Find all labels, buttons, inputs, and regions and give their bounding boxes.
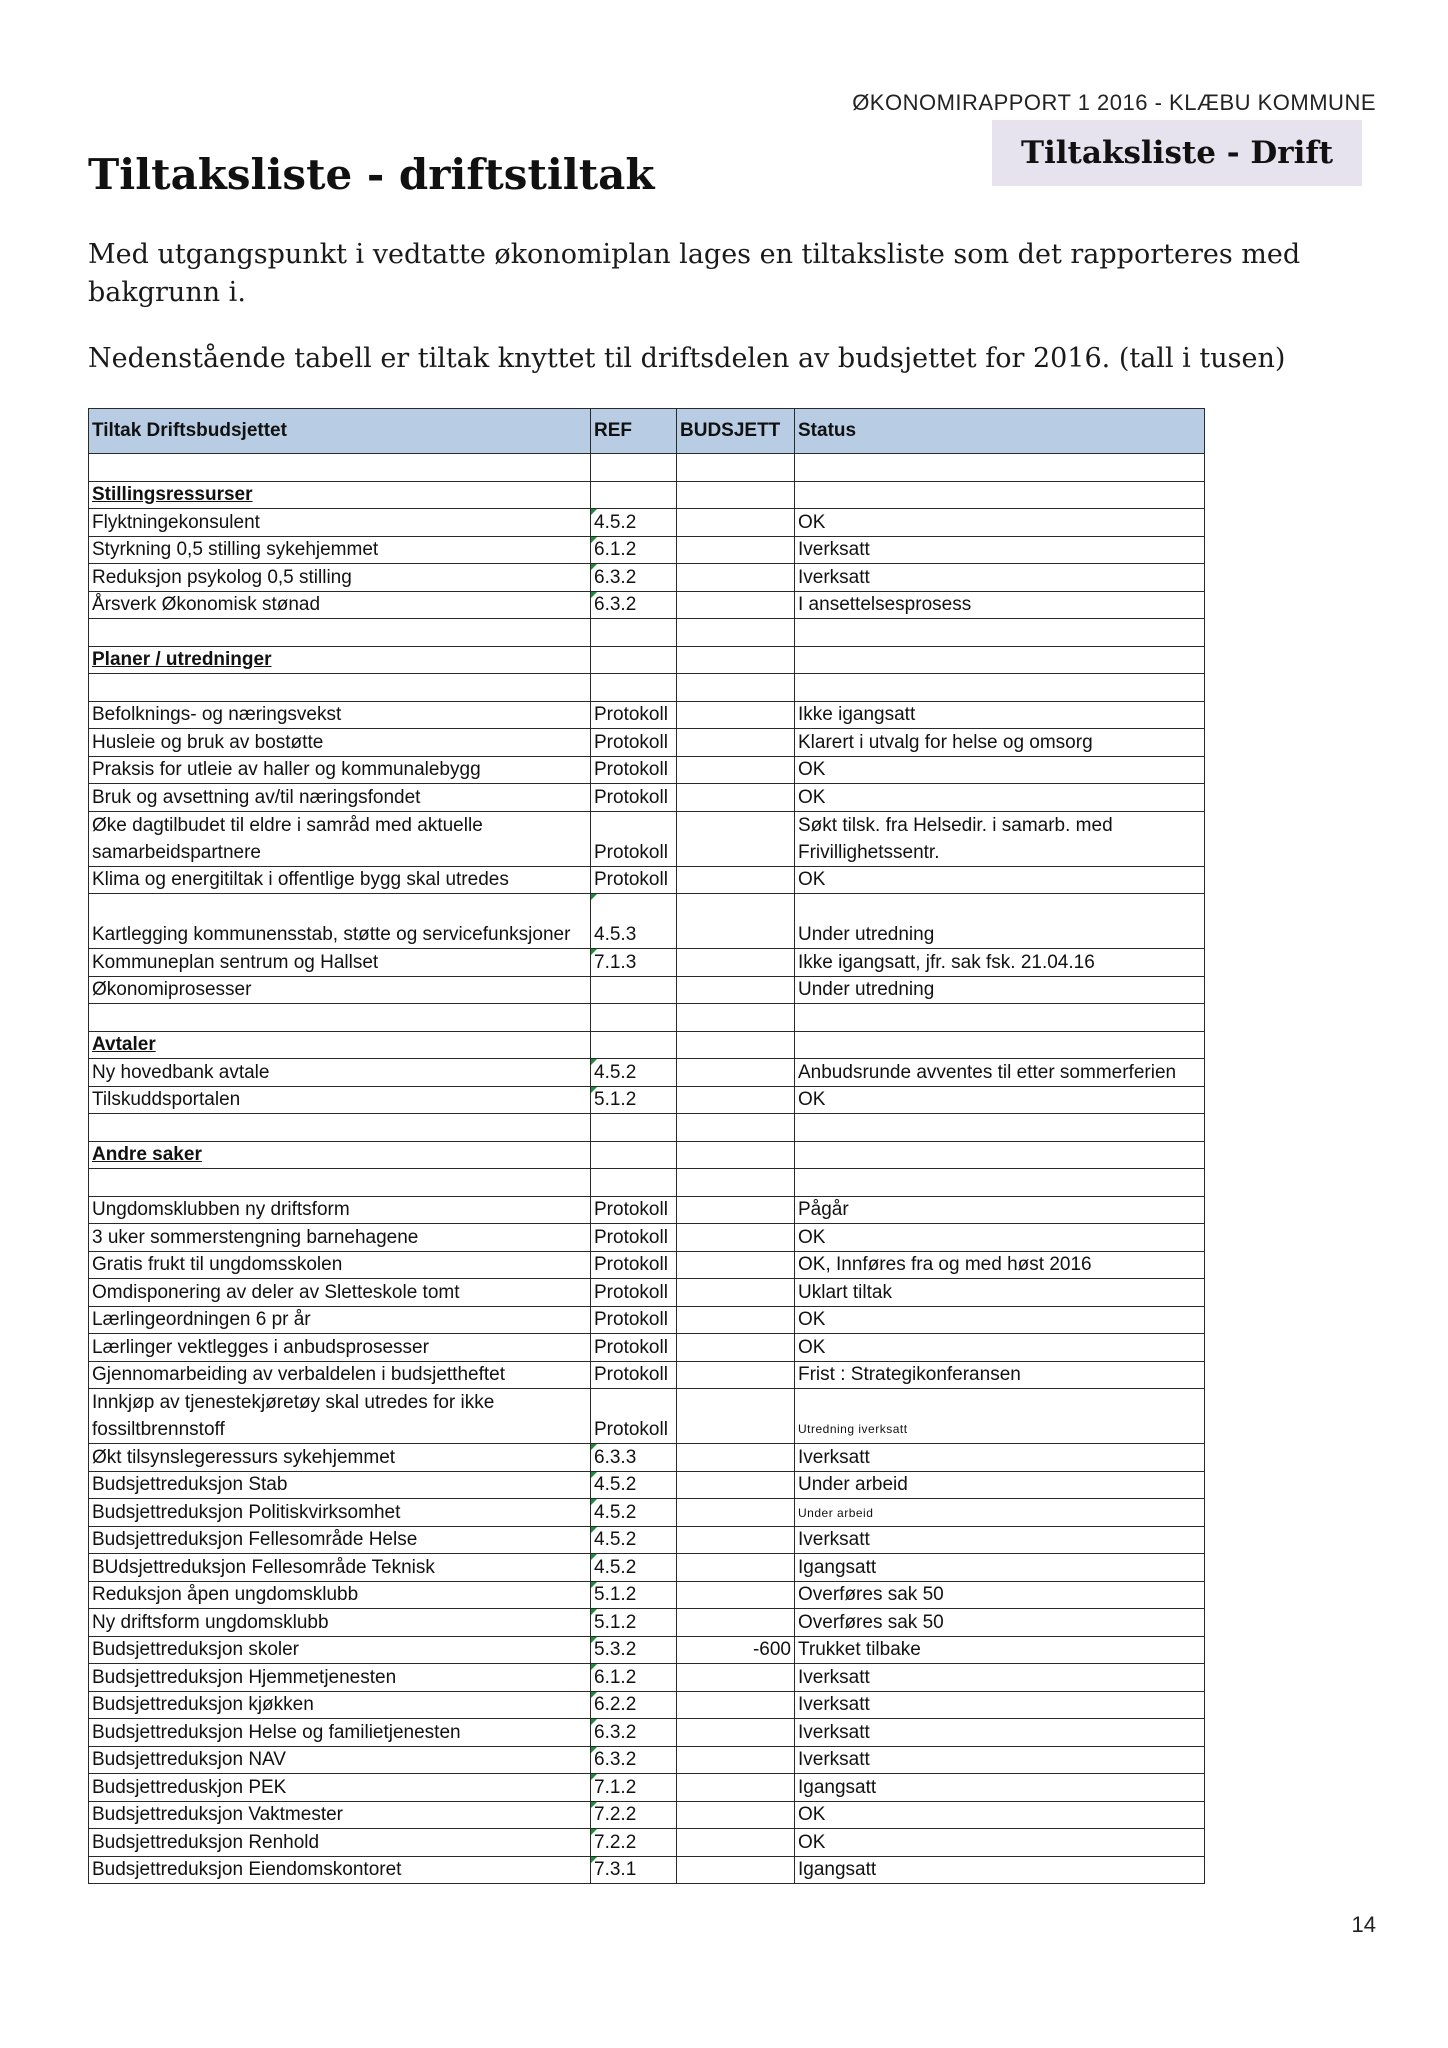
cell-tiltak: Ny driftsform ungdomsklubb [89, 1609, 591, 1637]
table-row [89, 1471, 1205, 1499]
cell-ref: Protokoll [591, 756, 677, 784]
table-row [89, 894, 1205, 949]
cell-tiltak: Omdisponering av deler av Sletteskole tomt [89, 1279, 591, 1307]
measures-table-container [88, 408, 1205, 1884]
cell-ref [591, 976, 677, 1004]
cell-ref: 4.5.2 [591, 1471, 677, 1499]
table-row [89, 1774, 1205, 1802]
page-title: Tiltaksliste - driftstiltak [88, 150, 655, 199]
cell-budsjett [677, 591, 795, 619]
cell-ref: 6.3.3 [591, 1444, 677, 1472]
table-row [89, 1664, 1205, 1692]
table-row [89, 1251, 1205, 1279]
cell-tiltak: Tilskuddsportalen [89, 1086, 591, 1114]
cell-tiltak: Budsjettreduskjon PEK [89, 1774, 591, 1802]
cell-status: Under utredning [795, 894, 1205, 949]
cell-tiltak: Budsjettreduksjon NAV [89, 1746, 591, 1774]
cell-ref: 5.1.2 [591, 1086, 677, 1114]
cell-budsjett [677, 729, 795, 757]
cell-budsjett [677, 1361, 795, 1389]
intro-paragraph: Nedenstående tabell er tiltak knyttet til driftsdelen av budsjettet for 2016. (tall i tusen) [88, 343, 1286, 374]
cell-ref: 4.5.2 [591, 1526, 677, 1554]
cell-ref [591, 674, 677, 702]
table-row [89, 949, 1205, 977]
table-row [89, 1086, 1205, 1114]
cell-tiltak: 3 uker sommerstengning barnehagene [89, 1224, 591, 1252]
table-row [89, 564, 1205, 592]
table-row [89, 1554, 1205, 1582]
cell-status: Iverksatt [795, 536, 1205, 564]
table-row [89, 1361, 1205, 1389]
cell-tiltak: Økt tilsynslegeressurs sykehjemmet [89, 1444, 591, 1472]
table-row [89, 1279, 1205, 1307]
cell-budsjett [677, 1774, 795, 1802]
cell-budsjett [677, 1856, 795, 1884]
cell-ref: Protokoll [591, 866, 677, 894]
cell-budsjett [677, 1114, 795, 1142]
cell-status: Iverksatt [795, 1719, 1205, 1747]
cell-ref: 7.1.2 [591, 1774, 677, 1802]
cell-status: Iverksatt [795, 564, 1205, 592]
table-row [89, 1306, 1205, 1334]
cell-status: OK [795, 1086, 1205, 1114]
cell-ref: 6.1.2 [591, 536, 677, 564]
cell-status: Anbudsrunde avventes til etter sommerferien [795, 1059, 1205, 1087]
cell-budsjett [677, 1059, 795, 1087]
column-header-tiltak: Tiltak Driftsbudsjettet [89, 409, 591, 454]
cell-budsjett [677, 1829, 795, 1857]
cell-tiltak: Praksis for utleie av haller og kommunalebygg [89, 756, 591, 784]
cell-budsjett [677, 756, 795, 784]
cell-tiltak: Budsjettreduksjon Renhold [89, 1829, 591, 1857]
cell-status: OK [795, 1801, 1205, 1829]
cell-tiltak: Budsjettreduksjon Stab [89, 1471, 591, 1499]
cell-tiltak [89, 1004, 591, 1032]
cell-tiltak: Gjennomarbeiding av verbaldelen i budsjettheftet [89, 1361, 591, 1389]
cell-ref: 4.5.2 [591, 1499, 677, 1527]
cell-ref: Protokoll [591, 1251, 677, 1279]
cell-status [795, 454, 1205, 482]
table-row [89, 1746, 1205, 1774]
cell-budsjett [677, 674, 795, 702]
cell-tiltak: Økonomiprosesser [89, 976, 591, 1004]
cell-ref: Protokoll [591, 701, 677, 729]
cell-tiltak: Budsjettreduksjon Hjemmetjenesten [89, 1664, 591, 1692]
cell-ref: Protokoll [591, 1334, 677, 1362]
cell-status: Iverksatt [795, 1664, 1205, 1692]
cell-budsjett [677, 1801, 795, 1829]
cell-budsjett [677, 949, 795, 977]
table-row [89, 1801, 1205, 1829]
cell-ref: 4.5.2 [591, 509, 677, 537]
cell-ref: Protokoll [591, 1196, 677, 1224]
cell-status [795, 646, 1205, 674]
cell-tiltak: Husleie og bruk av bostøtte [89, 729, 591, 757]
cell-status: Søkt tilsk. fra Helsedir. i samarb. med Frivillighetssentr. [795, 811, 1205, 866]
cell-budsjett [677, 536, 795, 564]
cell-budsjett [677, 1471, 795, 1499]
cell-tiltak: Budsjettreduksjon Politiskvirksomhet [89, 1499, 591, 1527]
cell-budsjett [677, 1499, 795, 1527]
cell-ref: Protokoll [591, 1361, 677, 1389]
cell-budsjett [677, 1581, 795, 1609]
cell-budsjett [677, 1031, 795, 1059]
cell-budsjett [677, 1141, 795, 1169]
column-header-status: Status [795, 409, 1205, 454]
section-badge: Tiltaksliste - Drift [992, 120, 1362, 186]
cell-status: Overføres sak 50 [795, 1581, 1205, 1609]
cell-ref: Protokoll [591, 1224, 677, 1252]
section-heading: Stillingsressurser [89, 481, 591, 509]
cell-ref [591, 1114, 677, 1142]
table-row [89, 1444, 1205, 1472]
cell-status: OK [795, 509, 1205, 537]
table-spacer-row [89, 1169, 1205, 1197]
cell-ref [591, 454, 677, 482]
cell-ref: 6.3.2 [591, 1746, 677, 1774]
cell-tiltak: Budsjettreduksjon Vaktmester [89, 1801, 591, 1829]
cell-ref: Protokoll [591, 784, 677, 812]
cell-budsjett [677, 784, 795, 812]
table-spacer-row [89, 1114, 1205, 1142]
cell-status: Uklart tiltak [795, 1279, 1205, 1307]
cell-tiltak: Budsjettreduksjon kjøkken [89, 1691, 591, 1719]
cell-status [795, 619, 1205, 647]
table-spacer-row [89, 1004, 1205, 1032]
cell-status: Overføres sak 50 [795, 1609, 1205, 1637]
table-row [89, 1389, 1205, 1444]
cell-status: Trukket tilbake [795, 1636, 1205, 1664]
cell-status: OK, Innføres fra og med høst 2016 [795, 1251, 1205, 1279]
table-row [89, 1334, 1205, 1362]
cell-tiltak: Flyktningekonsulent [89, 509, 591, 537]
cell-status: Utredning iverksatt [795, 1389, 1205, 1444]
cell-status: Igangsatt [795, 1774, 1205, 1802]
cell-status: I ansettelsesprosess [795, 591, 1205, 619]
cell-status: Klarert i utvalg for helse og omsorg [795, 729, 1205, 757]
cell-status: Iverksatt [795, 1526, 1205, 1554]
cell-status: Ikke igangsatt, jfr. sak fsk. 21.04.16 [795, 949, 1205, 977]
cell-status [795, 1031, 1205, 1059]
cell-ref: 4.5.3 [591, 894, 677, 949]
cell-tiltak: Bruk og avsettning av/til næringsfondet [89, 784, 591, 812]
cell-ref: 5.1.2 [591, 1581, 677, 1609]
cell-status: Ikke igangsatt [795, 701, 1205, 729]
cell-tiltak: Ny hovedbank avtale [89, 1059, 591, 1087]
cell-status: OK [795, 784, 1205, 812]
table-row [89, 976, 1205, 1004]
cell-ref [591, 1031, 677, 1059]
cell-status: OK [795, 756, 1205, 784]
table-section-row [89, 481, 1205, 509]
cell-budsjett [677, 1251, 795, 1279]
cell-tiltak [89, 454, 591, 482]
cell-status: OK [795, 1334, 1205, 1362]
table-header-row [89, 409, 1205, 454]
column-header-budsjett: BUDSJETT [677, 409, 795, 454]
cell-status: Iverksatt [795, 1691, 1205, 1719]
cell-tiltak [89, 674, 591, 702]
cell-budsjett [677, 701, 795, 729]
cell-status: Igangsatt [795, 1856, 1205, 1884]
intro-paragraph: Med utgangspunkt i vedtatte økonomiplan lages en tiltaksliste som det rapporteres med bakgrunn i. [88, 239, 1301, 308]
cell-ref: 7.3.1 [591, 1856, 677, 1884]
table-row [89, 509, 1205, 537]
cell-tiltak: Ungdomsklubben ny driftsform [89, 1196, 591, 1224]
cell-status: OK [795, 1829, 1205, 1857]
cell-ref: 7.1.3 [591, 949, 677, 977]
cell-tiltak: Reduksjon åpen ungdomsklubb [89, 1581, 591, 1609]
cell-tiltak: Innkjøp av tjenestekjøretøy skal utredes for ikke fossiltbrennstoff [89, 1389, 591, 1444]
cell-budsjett [677, 976, 795, 1004]
cell-budsjett [677, 1086, 795, 1114]
cell-budsjett [677, 1004, 795, 1032]
table-row [89, 1224, 1205, 1252]
cell-status [795, 1141, 1205, 1169]
cell-tiltak: Lærlinger vektlegges i anbudsprosesser [89, 1334, 591, 1362]
cell-status: OK [795, 1224, 1205, 1252]
measures-table [88, 408, 1205, 1884]
cell-tiltak [89, 619, 591, 647]
table-row [89, 756, 1205, 784]
section-heading: Avtaler [89, 1031, 591, 1059]
table-section-row [89, 646, 1205, 674]
cell-ref: 4.5.2 [591, 1554, 677, 1582]
cell-status: Frist : Strategikonferansen [795, 1361, 1205, 1389]
table-spacer-row [89, 674, 1205, 702]
cell-status [795, 674, 1205, 702]
cell-budsjett [677, 509, 795, 537]
cell-status: Pågår [795, 1196, 1205, 1224]
cell-status: Under arbeid [795, 1471, 1205, 1499]
cell-tiltak: BUdsjettreduksjon Fellesområde Teknisk [89, 1554, 591, 1582]
table-row [89, 536, 1205, 564]
table-body [89, 454, 1205, 1884]
table-row [89, 811, 1205, 866]
cell-budsjett [677, 646, 795, 674]
cell-ref [591, 481, 677, 509]
cell-tiltak: Gratis frukt til ungdomsskolen [89, 1251, 591, 1279]
cell-status: Under utredning [795, 976, 1205, 1004]
table-row [89, 1691, 1205, 1719]
section-heading: Planer / utredninger [89, 646, 591, 674]
cell-tiltak: Reduksjon psykolog 0,5 stilling [89, 564, 591, 592]
cell-status: Under arbeid [795, 1499, 1205, 1527]
cell-budsjett [677, 1609, 795, 1637]
cell-ref: 6.3.2 [591, 564, 677, 592]
cell-status: Iverksatt [795, 1746, 1205, 1774]
cell-ref: Protokoll [591, 729, 677, 757]
cell-tiltak: Kartlegging kommunensstab, støtte og servicefunksjoner [89, 894, 591, 949]
cell-ref: Protokoll [591, 811, 677, 866]
cell-status: Igangsatt [795, 1554, 1205, 1582]
table-section-row [89, 1141, 1205, 1169]
cell-ref: 6.2.2 [591, 1691, 677, 1719]
section-heading: Andre saker [89, 1141, 591, 1169]
cell-budsjett [677, 811, 795, 866]
cell-ref: Protokoll [591, 1306, 677, 1334]
cell-ref [591, 1169, 677, 1197]
cell-tiltak: Øke dagtilbudet til eldre i samråd med aktuelle samarbeidspartnere [89, 811, 591, 866]
cell-budsjett [677, 1664, 795, 1692]
table-spacer-row [89, 454, 1205, 482]
cell-ref: Protokoll [591, 1279, 677, 1307]
table-row [89, 1581, 1205, 1609]
table-row [89, 1609, 1205, 1637]
cell-budsjett [677, 1196, 795, 1224]
cell-tiltak: Styrkning 0,5 stilling sykehjemmet [89, 536, 591, 564]
cell-budsjett [677, 1526, 795, 1554]
table-row [89, 1059, 1205, 1087]
page-number: 14 [1351, 1912, 1376, 1937]
cell-status: Iverksatt [795, 1444, 1205, 1472]
cell-status [795, 1114, 1205, 1142]
cell-tiltak: Befolknings- og næringsvekst [89, 701, 591, 729]
cell-budsjett [677, 481, 795, 509]
cell-ref: 5.1.2 [591, 1609, 677, 1637]
table-row [89, 1196, 1205, 1224]
running-header: ØKONOMIRAPPORT 1 2016 - KLÆBU KOMMUNE [852, 90, 1376, 115]
cell-ref: 6.3.2 [591, 591, 677, 619]
table-row [89, 1856, 1205, 1884]
cell-tiltak [89, 1169, 591, 1197]
cell-ref: Protokoll [591, 1389, 677, 1444]
cell-budsjett [677, 866, 795, 894]
cell-ref [591, 619, 677, 647]
table-row [89, 701, 1205, 729]
table-row [89, 866, 1205, 894]
cell-tiltak: Kommuneplan sentrum og Hallset [89, 949, 591, 977]
cell-status: OK [795, 866, 1205, 894]
cell-budsjett [677, 454, 795, 482]
cell-ref [591, 646, 677, 674]
cell-ref: 6.1.2 [591, 1664, 677, 1692]
cell-ref: 6.3.2 [591, 1719, 677, 1747]
table-section-row [89, 1031, 1205, 1059]
cell-budsjett [677, 1306, 795, 1334]
cell-budsjett [677, 1719, 795, 1747]
cell-status [795, 481, 1205, 509]
table-row [89, 784, 1205, 812]
cell-tiltak: Lærlingeordningen 6 pr år [89, 1306, 591, 1334]
cell-status: OK [795, 1306, 1205, 1334]
cell-budsjett [677, 1279, 795, 1307]
table-row [89, 1526, 1205, 1554]
cell-ref: 7.2.2 [591, 1801, 677, 1829]
cell-ref [591, 1141, 677, 1169]
cell-budsjett: -600 [677, 1636, 795, 1664]
table-row [89, 591, 1205, 619]
cell-tiltak: Budsjettreduksjon Fellesområde Helse [89, 1526, 591, 1554]
cell-ref: 7.2.2 [591, 1829, 677, 1857]
cell-tiltak [89, 1114, 591, 1142]
cell-tiltak: Klima og energitiltak i offentlige bygg skal utredes [89, 866, 591, 894]
table-row [89, 1719, 1205, 1747]
table-row [89, 729, 1205, 757]
cell-budsjett [677, 1334, 795, 1362]
cell-budsjett [677, 1224, 795, 1252]
cell-budsjett [677, 1691, 795, 1719]
cell-budsjett [677, 619, 795, 647]
column-header-ref: REF [591, 409, 677, 454]
cell-ref: 5.3.2 [591, 1636, 677, 1664]
cell-ref: 4.5.2 [591, 1059, 677, 1087]
cell-tiltak: Budsjettreduksjon skoler [89, 1636, 591, 1664]
cell-budsjett [677, 1389, 795, 1444]
cell-tiltak: Budsjettreduksjon Eiendomskontoret [89, 1856, 591, 1884]
cell-budsjett [677, 1746, 795, 1774]
cell-budsjett [677, 894, 795, 949]
cell-budsjett [677, 1444, 795, 1472]
cell-budsjett [677, 1169, 795, 1197]
cell-tiltak: Årsverk Økonomisk stønad [89, 591, 591, 619]
cell-tiltak: Budsjettreduksjon Helse og familietjenesten [89, 1719, 591, 1747]
cell-status [795, 1004, 1205, 1032]
cell-budsjett [677, 1554, 795, 1582]
table-row [89, 1636, 1205, 1664]
table-row [89, 1829, 1205, 1857]
table-spacer-row [89, 619, 1205, 647]
cell-ref [591, 1004, 677, 1032]
cell-status [795, 1169, 1205, 1197]
table-row [89, 1499, 1205, 1527]
cell-budsjett [677, 564, 795, 592]
